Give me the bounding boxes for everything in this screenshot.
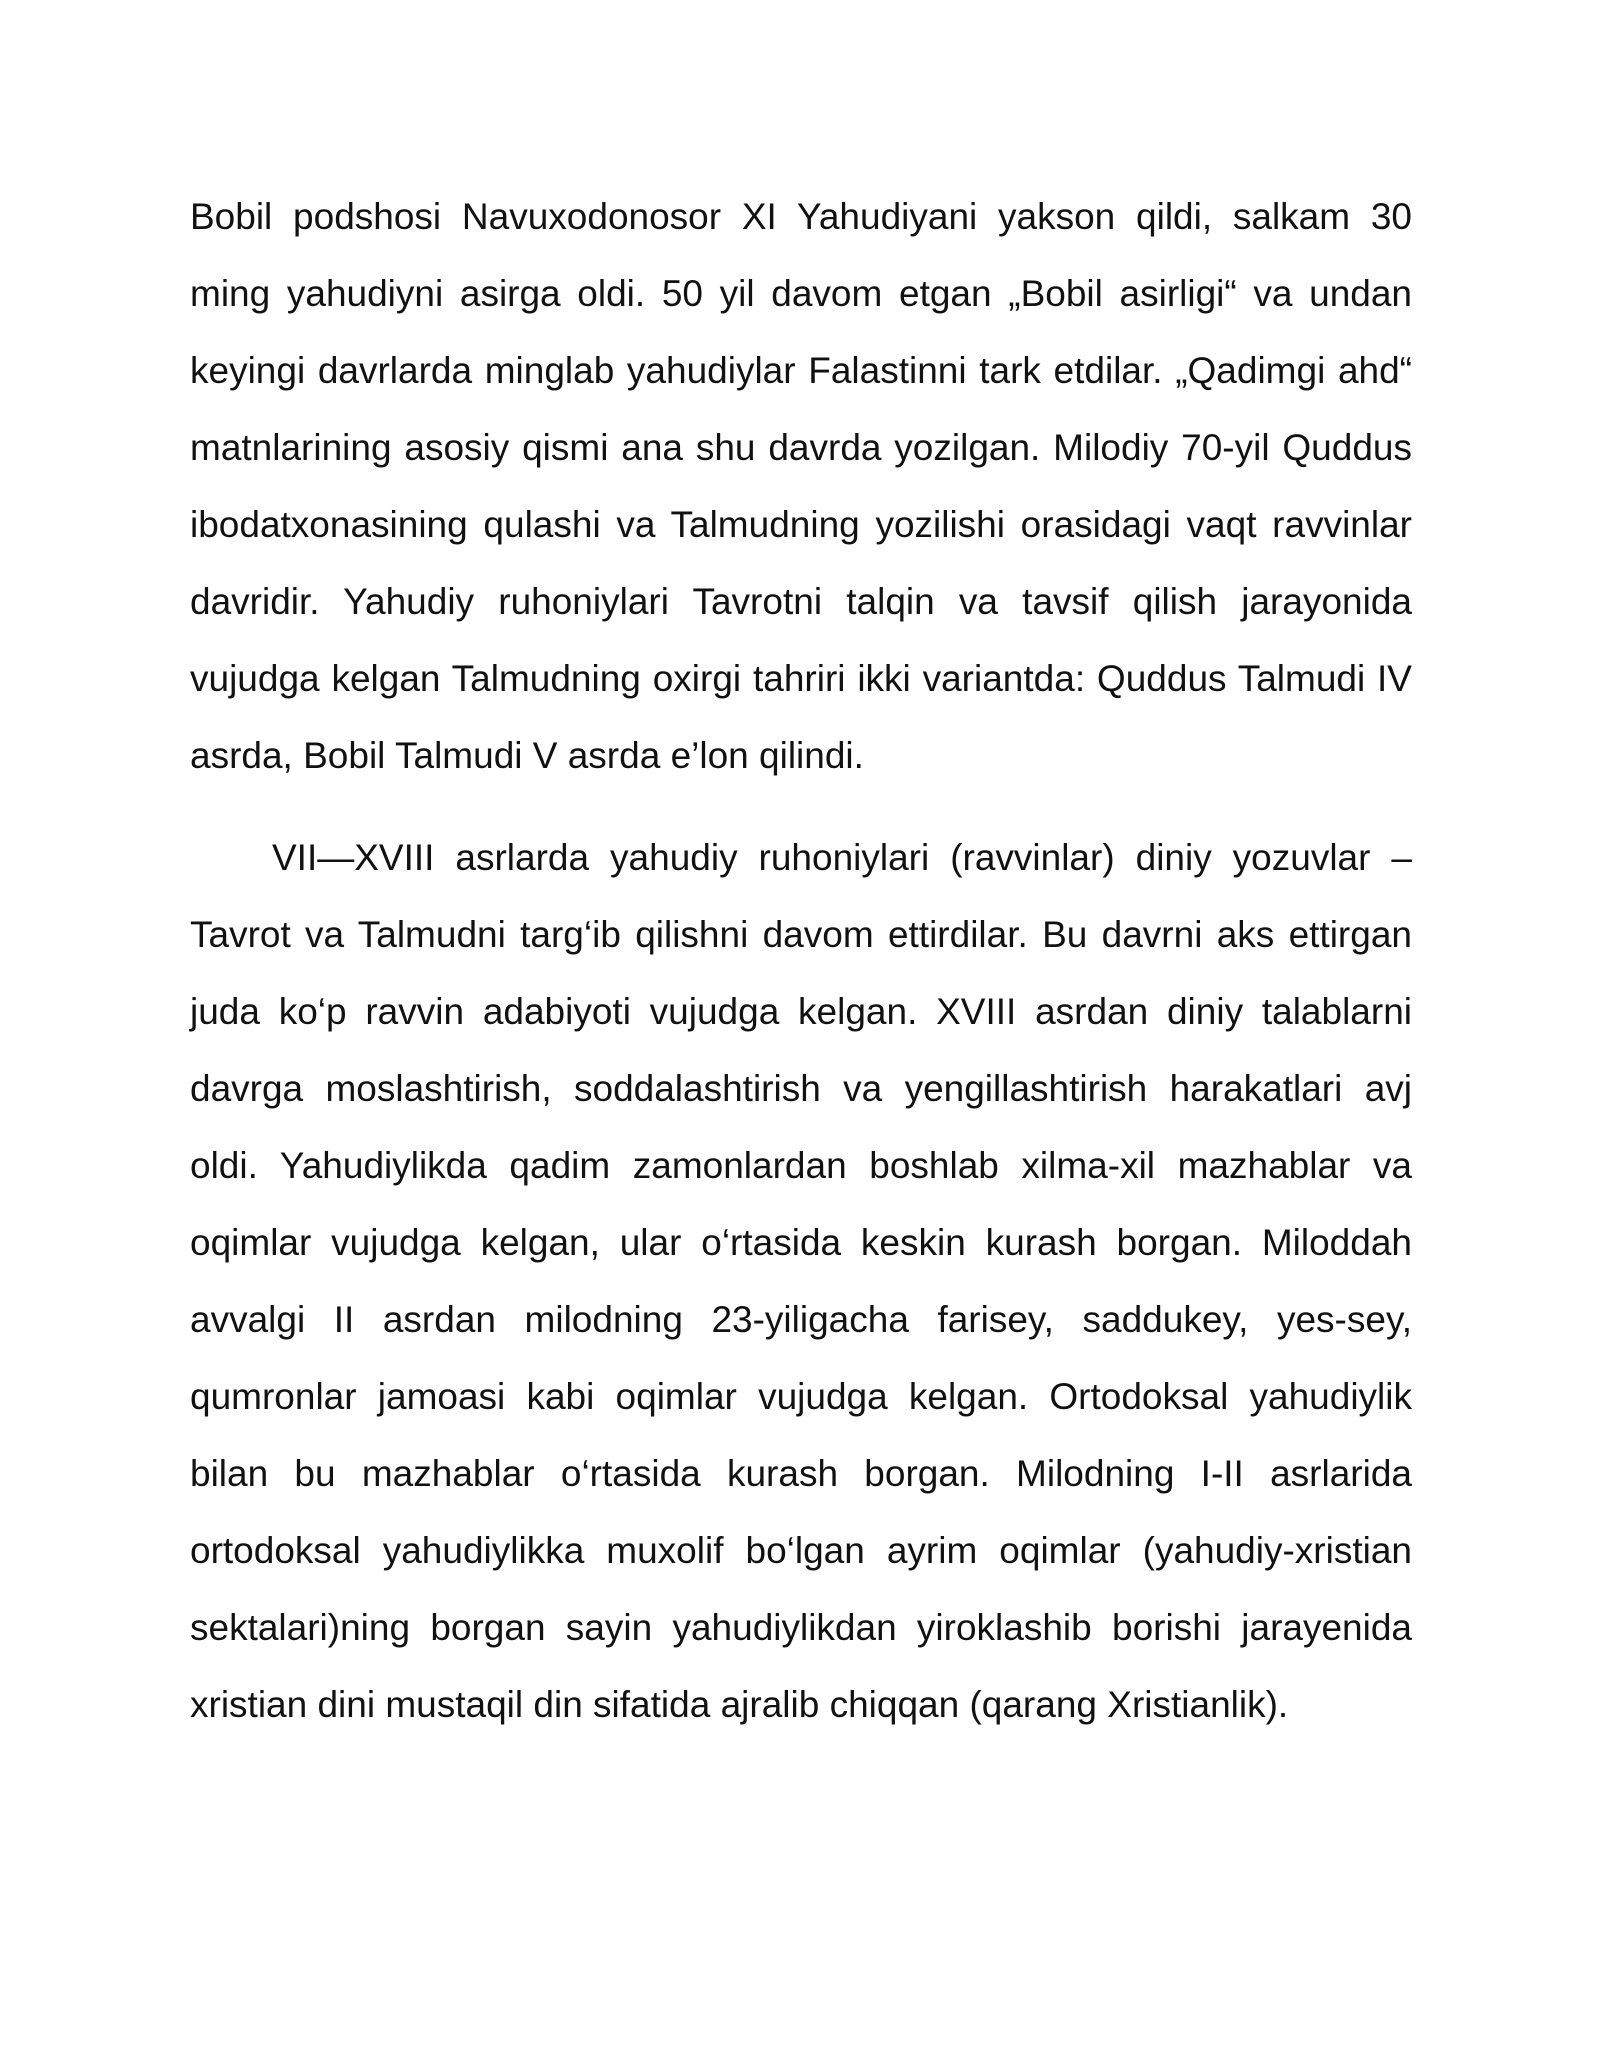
paragraph-babylonian-captivity: Bobil podshosi Navuxodonosor XI Yahudiyani yakson qildi, salkam 30 ming yahudiyni asirga oldi. 50 yil davom etgan „Bobil asirligi“ va undan keyingi davrlarda minglab yahudiylar Falastinni tark etdilar. „Qadimgi ahd“ matnlarining asosiy qismi ana shu davrda yozilgan. Milodiy 70-yil Quddus ibodatxonasining qulashi va Talmudning yozilishi orasidagi vaqt ravvinlar davridir. Yahudiy ruhoniylari Tavrotni talqin va tavsif qilish jarayonida vujudga kelgan Talmudning oxirgi tahriri ikki variantda: Quddus Talmudi IV asrda, Bobil Talmudi V asrda e’lon qilindi. — [190, 196, 1412, 776]
paragraph-rabbinic-period: VII—XVIII asrlarda yahudiy ruhoniylari (ravvinlar) diniy yozuvlar – Tavrot va Talmudni targ‘ib qilishni davom ettirdilar. Bu davrni aks ettirgan juda ko‘p ravvin adabiyoti vujudga kelgan. XVIII asrdan diniy talablarni davrga moslashtirish, soddalashtirish va yengillashtirish harakatlari avj oldi. Yahudiylikda qadim zamonlardan boshlab xilma-xil mazhablar va oqimlar vujudga kelgan, ular o‘rtasida keskin kurash borgan. Miloddah avvalgi II asrdan milodning 23-yiligacha farisey, saddukey, yes-sey, qumronlar jamoasi kabi oqimlar vujudga kelgan. Ortodoksal yahudiylik bilan bu mazhablar o‘rtasida kurash borgan. Milodning I-II asrlarida ortodoksal yahudiylikka muxolif bo‘lgan ayrim oqimlar (yahudiy-xristian sektalari)ning borgan sayin yahudiylikdan yiroklashib borishi jarayenida xristian dini mustaqil din sifatida ajralib chiqqan (qarang Xristianlik). — [190, 837, 1412, 1725]
document-body — [190, 178, 1412, 1743]
